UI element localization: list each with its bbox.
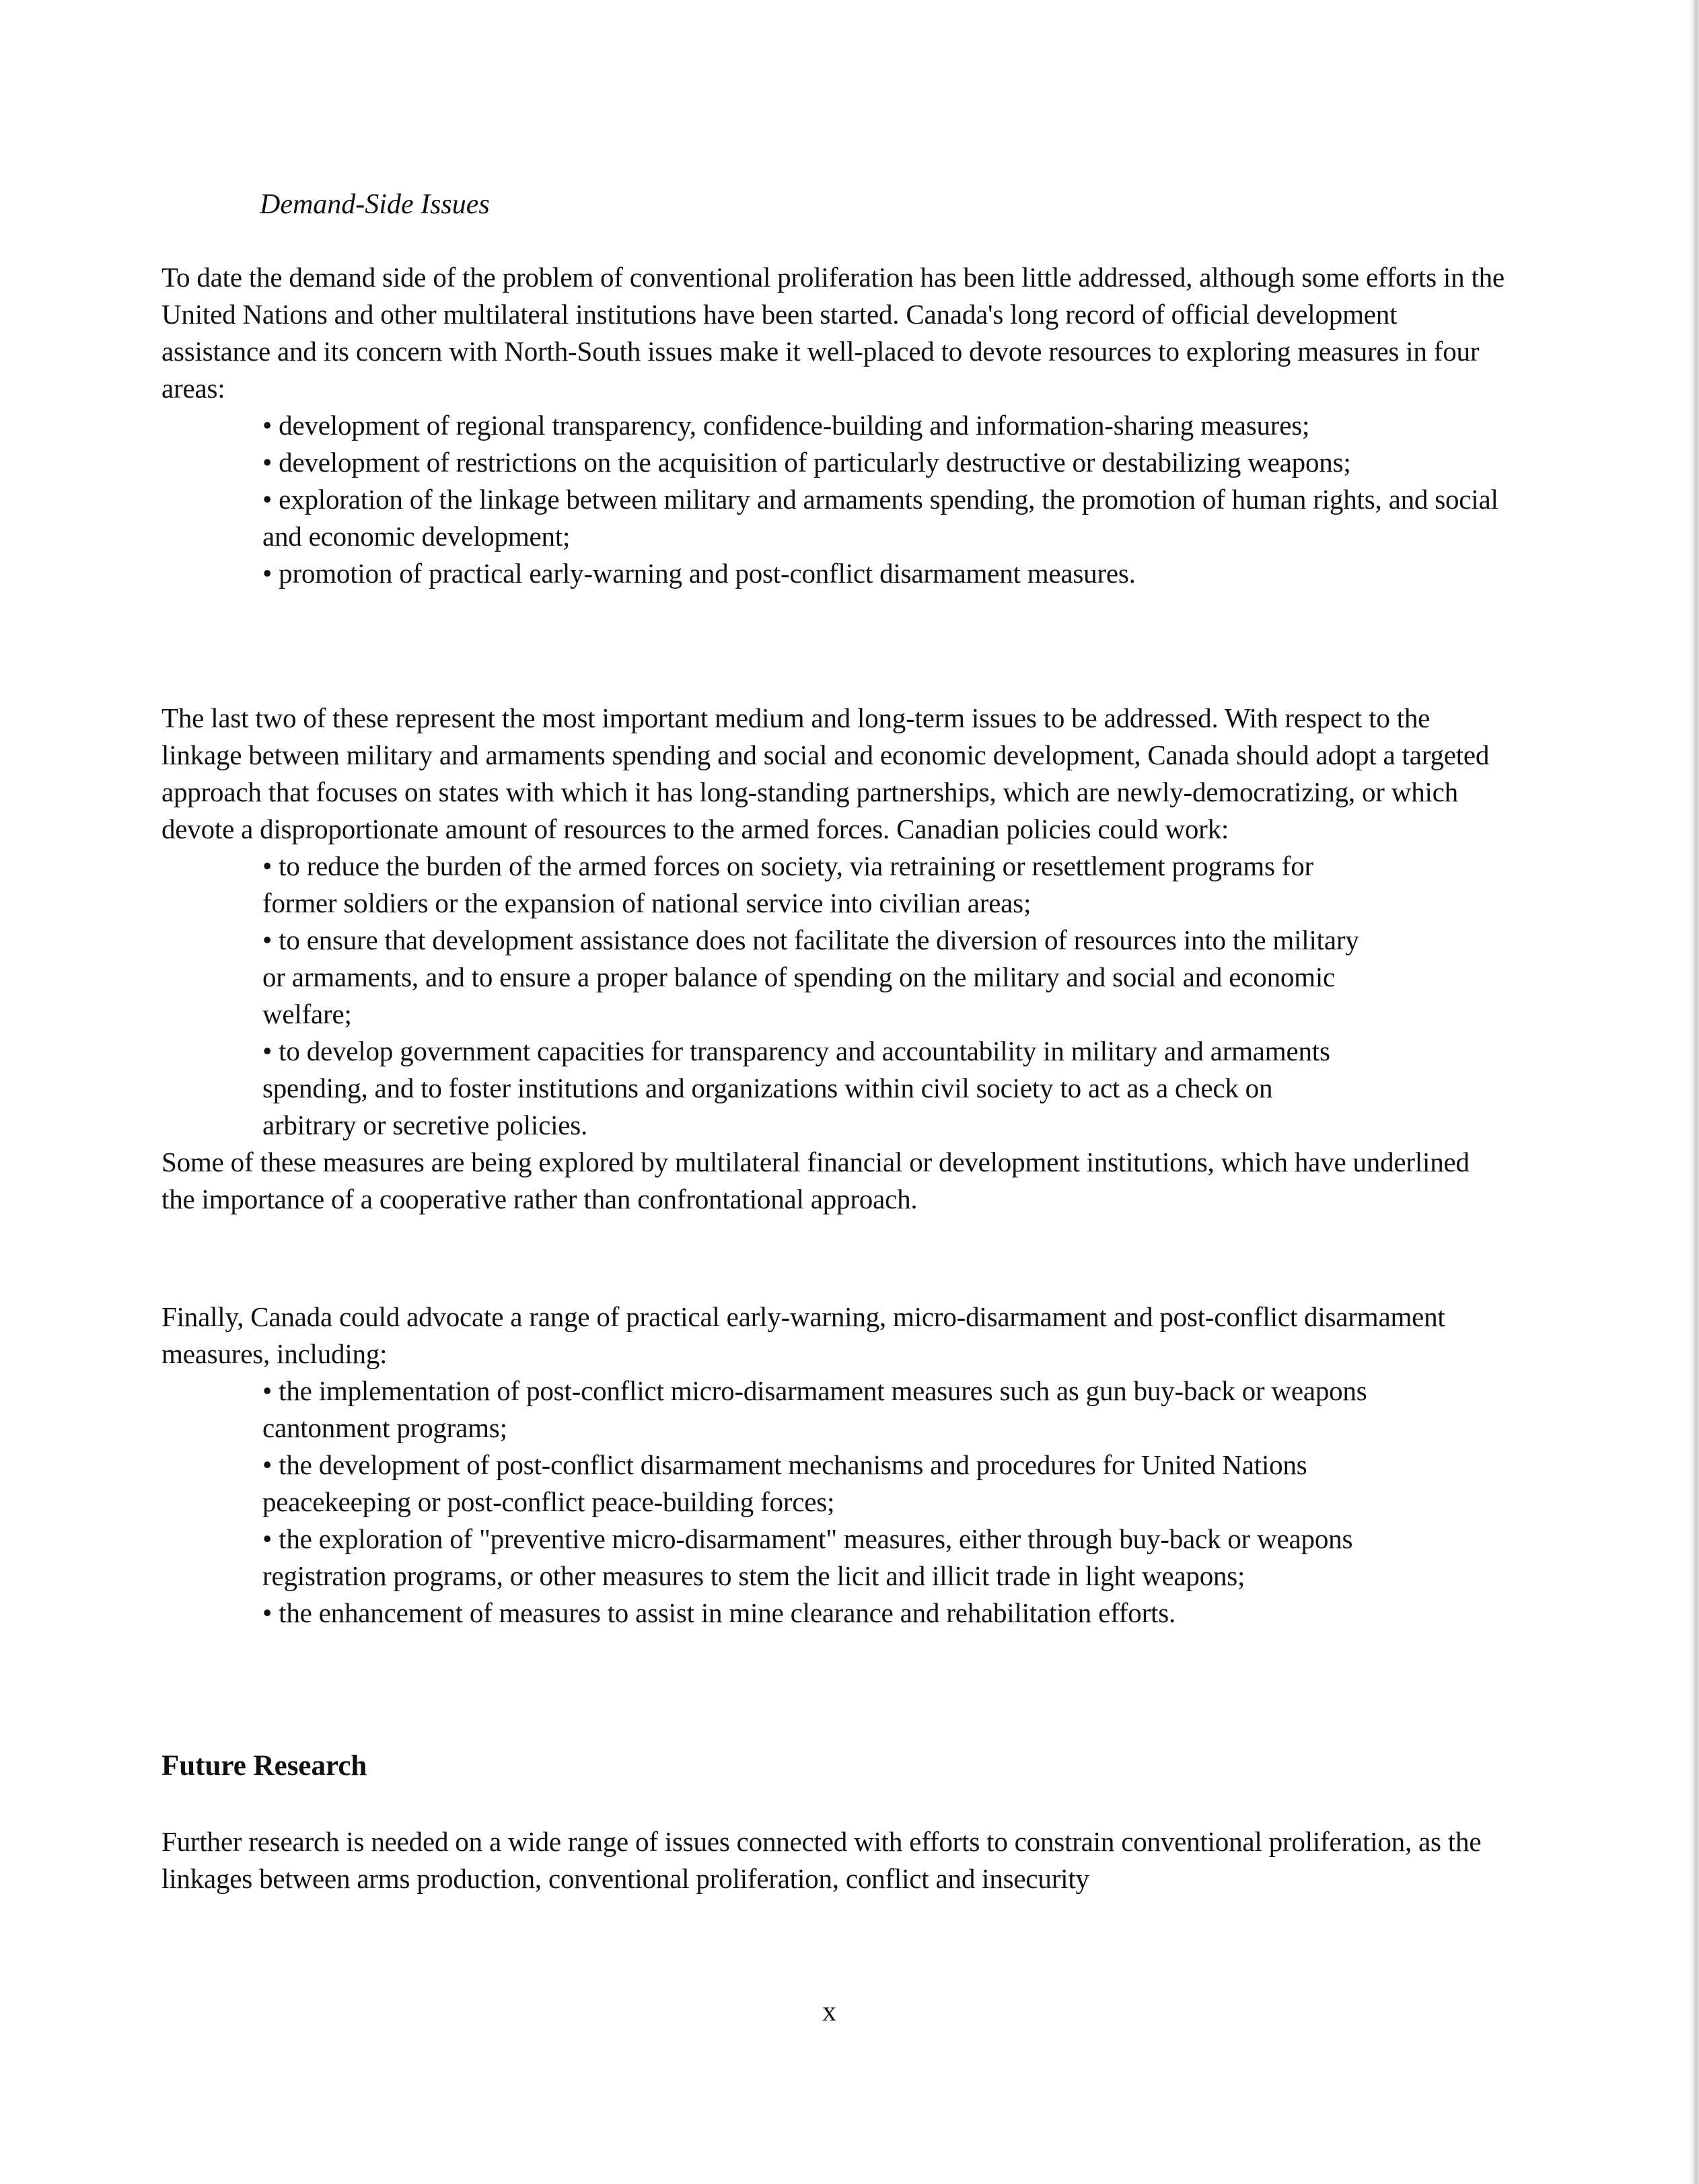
list-item	[262, 1521, 1373, 1595]
canadian-policies-list	[161, 848, 1373, 1144]
list-item-text: development of regional transparency, confidence-building and information-sharing measures;	[279, 410, 1310, 441]
list-item	[262, 1595, 1373, 1632]
bullet-icon: •	[262, 484, 273, 515]
bullet-icon: •	[262, 558, 273, 589]
page-number: x	[822, 1996, 836, 2027]
bullet-icon: •	[262, 1449, 273, 1480]
list-item	[262, 1033, 1373, 1144]
bullet-icon: •	[262, 1035, 273, 1066]
list-item	[262, 848, 1373, 922]
list-item-text: the enhancement of measures to assist in mine clearance and rehabilitation efforts.	[279, 1597, 1176, 1628]
disarmament-block	[161, 1299, 1507, 1632]
four-areas-list	[161, 407, 1507, 592]
list-item-text: the development of post-conflict disarmament mechanisms and procedures for United Nations peacekeeping or post-conflict peace-building forces;	[262, 1449, 1307, 1517]
list-item	[262, 407, 1507, 444]
bullet-icon: •	[262, 1375, 273, 1406]
list-item-text: development of restrictions on the acquisition of particularly destructive or destabilizing weapons;	[279, 447, 1351, 478]
section-heading-future-research: Future Research	[161, 1750, 367, 1782]
list-item	[262, 444, 1507, 481]
section-heading-demand-side: Demand-Side Issues	[260, 189, 490, 220]
bullet-icon: •	[262, 850, 273, 881]
list-item	[262, 1373, 1373, 1447]
list-item-text: the implementation of post-conflict micro-disarmament measures such as gun buy-back or weapons cantonment programs;	[262, 1375, 1367, 1443]
future-research-block	[161, 1823, 1507, 1897]
list-item	[262, 555, 1507, 592]
disarmament-measures-list	[161, 1373, 1373, 1632]
list-item-text: to develop government capacities for transparency and accountability in military and armaments spending, and to foster institutions and organizations within civil society to act as a check on arbitrary or secretive policies.	[262, 1035, 1330, 1140]
bullet-icon: •	[262, 410, 273, 441]
bullet-icon: •	[262, 1597, 273, 1628]
bullet-icon: •	[262, 1523, 273, 1554]
bullet-icon: •	[262, 447, 273, 478]
list-item-text: to reduce the burden of the armed forces on society, via retraining or resettlement programs for former soldiers or the expansion of national service into civilian areas;	[262, 850, 1313, 918]
bullet-icon: •	[262, 924, 273, 955]
scan-edge-shadow	[1690, 0, 1699, 2184]
policies-note-paragraph: Some of these measures are being explored by multilateral financial or development institutions, which have underlined the importance of a cooperative rather than confrontational approach.	[161, 1146, 1470, 1214]
list-item-text: promotion of practical early-warning and post-conflict disarmament measures.	[279, 558, 1136, 589]
list-item-text: the exploration of "preventive micro-disarmament" measures, either through buy-back or weapons registration programs, or other measures to stem the licit and illicit trade in light weapons;	[262, 1523, 1353, 1591]
list-item-text: exploration of the linkage between military and armaments spending, the promotion of human rights, and social and economic development;	[262, 484, 1498, 552]
list-item	[262, 1447, 1373, 1521]
list-item-text: to ensure that development assistance does not facilitate the diversion of resources into the military or armaments, and to ensure a proper balance of spending on the military and social and economic welfare;	[262, 924, 1359, 1029]
linkage-intro-paragraph: The last two of these represent the most important medium and long-term issues to be addressed. With respect to the linkage between military and armaments spending and social and economic development, Canada should adopt a targeted approach that focuses on states with which it has long-standing partnerships, which are newly-democratizing, or which devote a disproportionate amount of resources to the armed forces. Canadian policies could work:	[161, 702, 1490, 844]
linkage-block	[161, 700, 1507, 1218]
list-item	[262, 922, 1373, 1033]
demand-side-intro-paragraph: To date the demand side of the problem of conventional proliferation has been little addressed, although some efforts in the United Nations and other multilateral institutions have been started. Canada's long record of official development assistance and its concern with North-South issues make it well-placed to devote resources to exploring measures in four areas:	[161, 262, 1505, 404]
list-item	[262, 481, 1507, 555]
disarmament-intro-paragraph: Finally, Canada could advocate a range of practical early-warning, micro-disarmament and post-conflict disarmament measures, including:	[161, 1301, 1445, 1369]
demand-side-block	[161, 259, 1507, 592]
future-research-paragraph: Further research is needed on a wide range of issues connected with efforts to constrain conventional proliferation, as the linkages between arms production, conventional proliferation, conflict and insecurity	[161, 1826, 1482, 1894]
